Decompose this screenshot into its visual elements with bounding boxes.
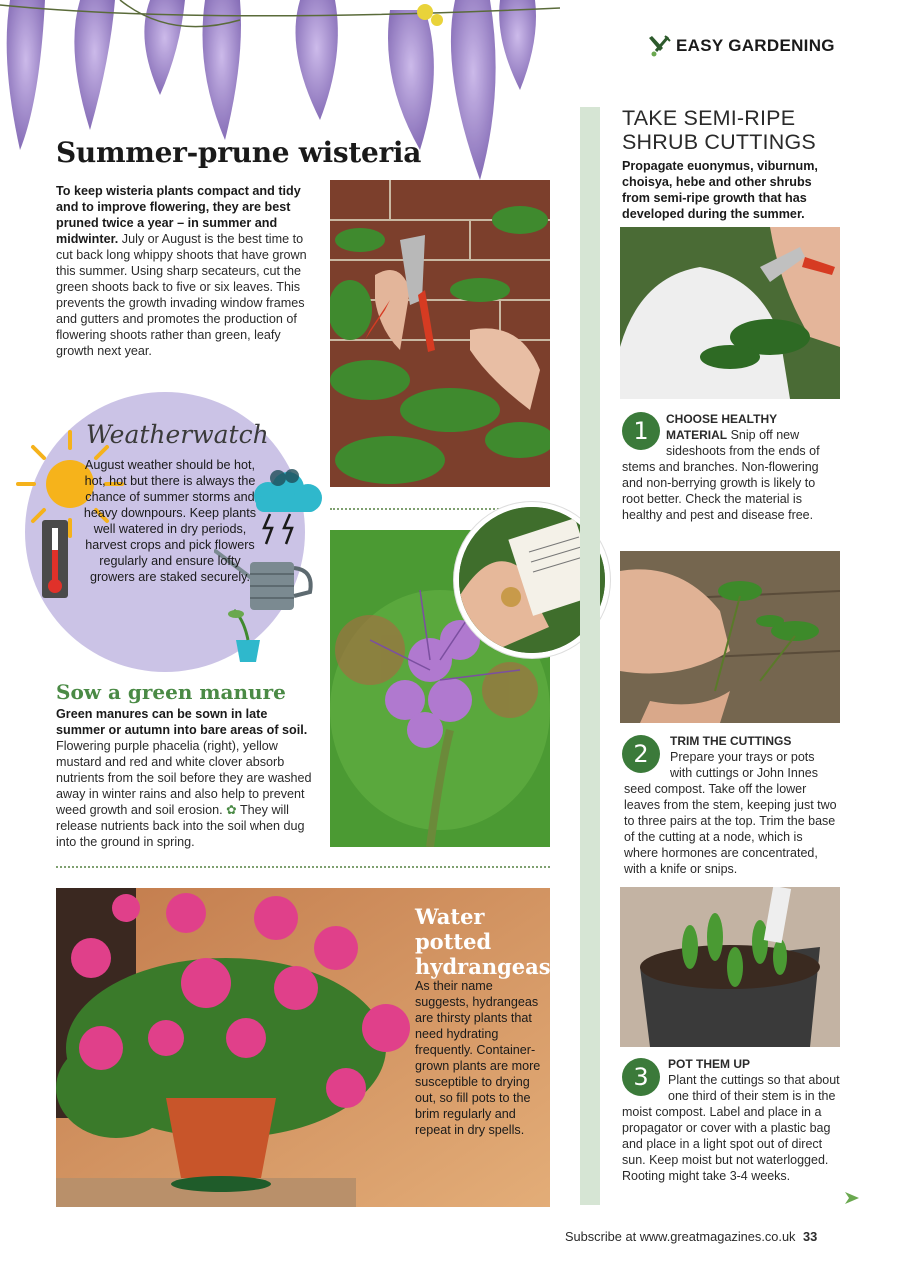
step-2-badge: 2 [622,735,660,773]
trowel-fork-icon [646,35,672,57]
wisteria-body [56,183,314,359]
step-1-title: CHOOSE HEALTHY MATERIAL [666,412,777,442]
step-2-title: TRIM THE CUTTINGS [670,734,792,748]
float-spacer [624,733,670,771]
green-manure-text-2: They will release nutrients back into the soil when dug into the ground in spring. [56,803,305,849]
flower-bullet-icon: ✿ [226,803,237,817]
hydrangeas-title: Water potted hydrangeas [415,904,551,979]
step-3-title: POT THEM UP [668,1057,751,1071]
step-3-badge: 3 [622,1058,660,1096]
page-number: 33 [803,1229,818,1244]
wisteria-title: Summer-prune wisteria [56,136,422,169]
step-1-text [622,411,840,523]
thermometer-icon [40,520,70,600]
wisteria-text: July or August is the best time to cut back long whippy shoots that have grown this summer. Using sharp secateurs, cut the green shoots back to five or six leaves. This prevents the growth invading window frames and gutters and promotes the production of flowering shoots rather than green, leafy growth next year. [56,232,307,358]
potted-cuttings-photo [620,887,840,1047]
hydrangeas-text: As their name suggests, hydrangeas are thirsty plants that need hydrating frequently. Container-grown plants are more susceptible to drying out, so fill pots to the brim regularly and repeat in dry spells. [415,979,541,1137]
step-3-text [622,1056,840,1184]
step-2-body: Prepare your trays or pots with cuttings or John Innes seed compost. Take off the lower leaves from the stem, keeping just two to three pairs at the top. Trim the base of the cutting at a node, which is where hormones are concentrated, with a knife or snips. [624,750,837,876]
weatherwatch-text: August weather should be hot, hot, hot but there is always the chance of summer storms and heavy downpours. Keep plants well watered in dry periods, harvest crops and pick flowers regularly and ensure lofty growers are staked securely. [83,458,257,584]
green-manure-title: Sow a green manure [56,680,286,704]
step-3-body: Plant the cuttings so that about one third of their stem is in the moist compost. Label and place in a propagator or cover with a plastic bag and place in a light spot out of direct sun. Keep moist but not waterlogged. Rooting might take 3-4 weeks. [622,1073,840,1183]
float-spacer [622,411,666,449]
step-1-badge: 1 [622,412,660,450]
section-header [646,34,835,58]
green-manure-lead: Green manures can be sown in late summer or autumn into bare areas of soil. [56,707,308,737]
next-arrow-icon [845,1191,859,1203]
green-manure-text: Flowering purple phacelia (right), yellow mustard and red and white clover absorb nutrients from the soil before they are washed away in winter rains and also help to prevent weed growth and soil erosion. [56,739,312,817]
pruning-photo [330,180,550,487]
float-spacer [622,1056,668,1094]
column-rule [580,107,600,1205]
step-1-body: Snip off new sideshoots from the ends of stems and branches. Non-flowering and non-berrying growth is likely to root better. Check the material is healthy and pest and disease free. [622,428,820,522]
step-2-text [624,733,840,877]
subscribe-link[interactable]: Subscribe at www.greatmagazines.co.uk [565,1229,796,1244]
cuttings-title: TAKE SEMI-RIPE SHRUB CUTTINGS [622,106,816,154]
wisteria-lead: To keep wisteria plants compact and tidy and to improve flowering, they are best pruned twice a year – in summer and midwinter. [56,184,301,246]
trimming-cuttings-photo [620,551,840,723]
cutting-sideshoots-photo [620,227,840,399]
footer [565,1229,817,1244]
section-label: EASY GARDENING [676,36,835,55]
cuttings-intro: Propagate euonymus, viburnum, choisya, hebe and other shrubs from semi-ripe growth that has developed during the summer. [622,159,818,221]
divider-rule [56,866,550,868]
weatherwatch-title: Weatherwatch [86,420,269,449]
green-manure-body [56,706,314,850]
